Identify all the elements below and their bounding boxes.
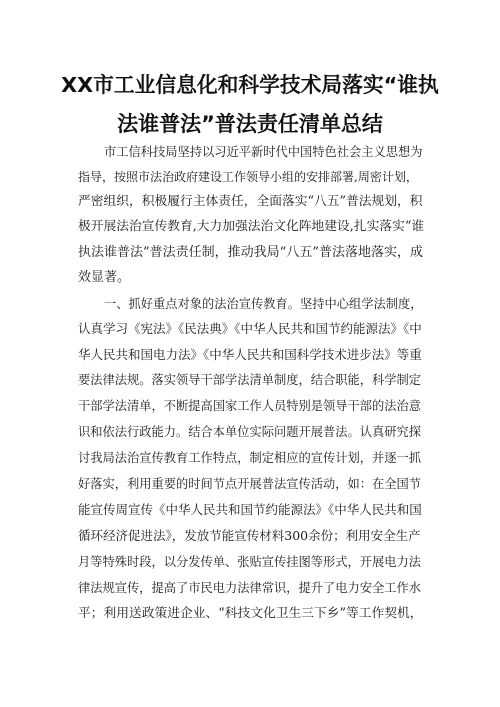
paragraph-2-line-4: 要法律法规。落实领导干部学法清单制度，结合职能，科学制定	[78, 373, 421, 387]
paragraph-1-line-3: 严密组织，积极履行主体责任，全面落实“八五”普法规划，积	[78, 194, 423, 209]
paragraph-1-line-5: 执法谁普法”普法责任制，推动我局“八五”普法落地落实，成	[78, 245, 423, 260]
paragraph-1-line-1: 市工信科技局坚持以习近平新时代中国特色社会主义思想为	[104, 145, 423, 159]
paragraph-1-line-6: 效显著。	[78, 270, 131, 285]
paragraph-2-line-3: 华人民共和国电力法》《中华人民共和国科学技术进步法》等重	[78, 347, 422, 362]
paragraph-2-line-12: 律法规宣传，提高了市民电力法律常识，提升了电力安全工作水	[78, 581, 421, 595]
document-title-line-1: XX市工业信息化和科学技术局落实“谁执	[61, 73, 439, 97]
document-title-line-2: 法谁普法”普法责任清单总结	[117, 112, 383, 136]
paragraph-2-line-11: 月等特殊时段，以分发传单、张贴宣传挂图等形式，开展电力法	[78, 555, 421, 569]
paragraph-2-line-1: 一、抓好重点对象的法治宣传教育。坚持中心组学法制度，	[104, 297, 423, 311]
paragraph-2-line-5: 干部学法清单，不断提高国家工作人员特别是领导干部的法治意	[78, 399, 421, 413]
paragraph-2-line-10: 循环经济促进法》，发放节能宣传材料300余份；利用安全生产	[78, 528, 421, 543]
paragraph-1-line-4: 极开展法治宣传教育,大力加强法治文化阵地建设,扎实落实“谁	[78, 219, 425, 234]
paragraph-2-line-13: 平；利用送政策进企业、“科技文化卫生三下乡”等工作契机，	[78, 606, 423, 621]
paragraph-2-line-7: 讨我局法治宣传教育工作特点，制定相应的宣传计划，并逐一抓	[78, 451, 421, 465]
paragraph-1-line-2: 指导，按照市法治政府建设工作领导小组的安排部署,周密计划，	[78, 170, 418, 184]
paragraph-2-line-6: 识和依法行政能力。结合本单位实际问题开展普法。认真研究探	[78, 425, 421, 439]
paragraph-2-line-2: 认真学习《宪法》《民法典》《中华人民共和国节约能源法》《中	[78, 321, 422, 336]
paragraph-2-line-9: 能宣传周宣传《中华人民共和国节约能源法》《中华人民共和国	[78, 502, 422, 517]
paragraph-2-line-8: 好落实，利用重要的时间节点开展普法宣传活动，如：在全国节	[78, 477, 421, 491]
